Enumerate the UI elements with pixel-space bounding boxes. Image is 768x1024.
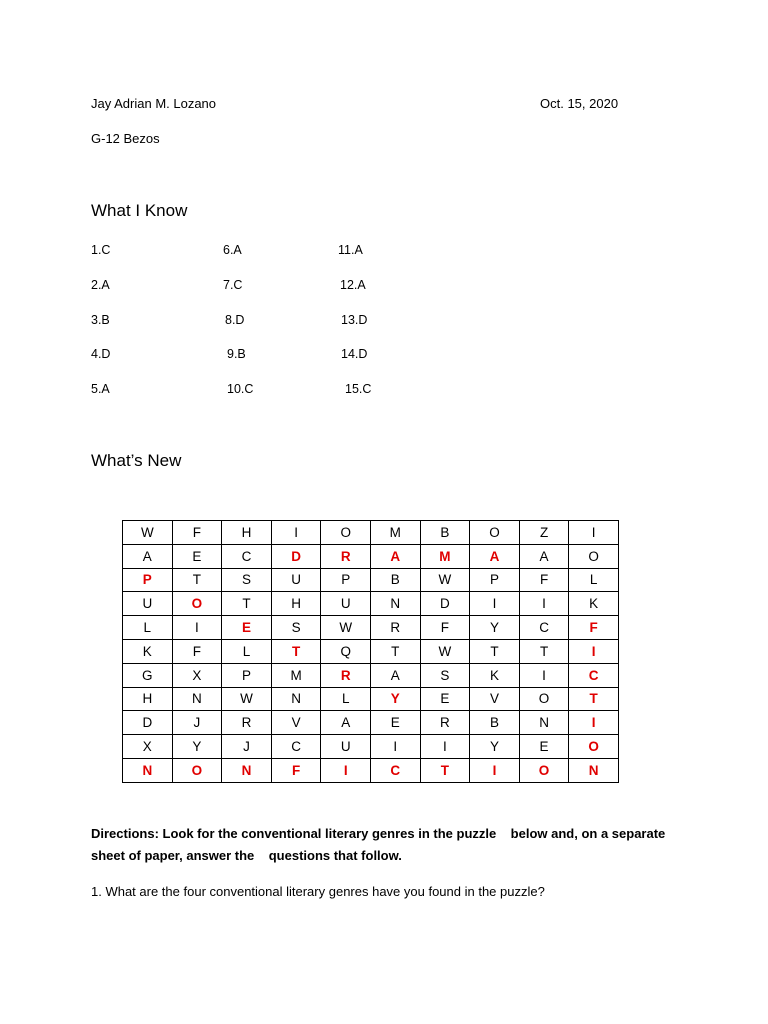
grid-cell: E xyxy=(519,735,569,759)
grid-cell: I xyxy=(371,735,421,759)
grid-cell: W xyxy=(123,521,173,545)
answer-11: 11.A xyxy=(338,243,363,257)
grid-cell: F xyxy=(172,521,222,545)
grid-row xyxy=(123,544,619,568)
answer-10: 10.C xyxy=(227,382,254,396)
grid-cell: P xyxy=(123,568,173,592)
answer-13: 13.D xyxy=(341,313,368,327)
grid-cell: S xyxy=(420,663,470,687)
grid-cell: U xyxy=(321,592,371,616)
grid-cell: A xyxy=(321,711,371,735)
answer-12: 12.A xyxy=(340,278,366,292)
grid-cell: T xyxy=(271,639,321,663)
grid-cell: H xyxy=(222,521,272,545)
grid-cell: M xyxy=(271,663,321,687)
grid-cell: H xyxy=(123,687,173,711)
grid-cell: I xyxy=(569,521,619,545)
grid-cell: P xyxy=(222,663,272,687)
grid-row xyxy=(123,592,619,616)
grid-cell: T xyxy=(519,639,569,663)
grid-cell: O xyxy=(172,592,222,616)
grid-row xyxy=(123,735,619,759)
answer-14: 14.D xyxy=(341,347,368,361)
grid-cell: T xyxy=(470,639,520,663)
grid-cell: O xyxy=(569,544,619,568)
grid-cell: R xyxy=(321,544,371,568)
grid-cell: D xyxy=(123,711,173,735)
grid-cell: N xyxy=(271,687,321,711)
answer-9: 9.B xyxy=(227,347,246,361)
grid-cell: W xyxy=(222,687,272,711)
grid-cell: N xyxy=(172,687,222,711)
grid-cell: B xyxy=(420,521,470,545)
question-1: 1. What are the four conventional literary genres have you found in the puzzle? xyxy=(91,884,545,899)
grid-cell: R xyxy=(222,711,272,735)
grid-cell: Q xyxy=(321,639,371,663)
grid-cell: X xyxy=(172,663,222,687)
answer-1: 1.C xyxy=(91,243,111,257)
grid-cell: A xyxy=(371,663,421,687)
grid-row xyxy=(123,711,619,735)
grid-cell: L xyxy=(222,639,272,663)
grid-row xyxy=(123,687,619,711)
student-name: Jay Adrian M. Lozano xyxy=(91,96,217,111)
grid-cell: B xyxy=(470,711,520,735)
grid-cell: O xyxy=(519,758,569,782)
grid-cell: F xyxy=(569,616,619,640)
grid-cell: Y xyxy=(470,735,520,759)
grid-cell: F xyxy=(420,616,470,640)
grid-cell: C xyxy=(569,663,619,687)
directions-line-1: Directions: Look for the conventional literary genres in the puzzle below and, on a separate xyxy=(91,826,666,841)
grid-cell: I xyxy=(569,711,619,735)
grid-row xyxy=(123,663,619,687)
directions-text xyxy=(91,823,751,867)
grid-cell: L xyxy=(123,616,173,640)
grid-cell: I xyxy=(420,735,470,759)
grid-cell: Y xyxy=(172,735,222,759)
answer-4: 4.D xyxy=(91,347,111,361)
grid-cell: E xyxy=(222,616,272,640)
date: Oct. 15, 2020 xyxy=(540,96,619,111)
grid-cell: L xyxy=(569,568,619,592)
grid-cell: U xyxy=(271,568,321,592)
grid-cell: O xyxy=(172,758,222,782)
grid-cell: I xyxy=(519,663,569,687)
grid-cell: A xyxy=(123,544,173,568)
grid-cell: M xyxy=(371,521,421,545)
grid-cell: N xyxy=(222,758,272,782)
grid-cell: V xyxy=(470,687,520,711)
grid-cell: P xyxy=(470,568,520,592)
answer-5: 5.A xyxy=(91,382,110,396)
grid-cell: C xyxy=(222,544,272,568)
section: G-12 Bezos xyxy=(91,131,160,146)
grid-cell: J xyxy=(172,711,222,735)
grid-cell: N xyxy=(569,758,619,782)
grid-cell: S xyxy=(222,568,272,592)
grid-cell: I xyxy=(271,521,321,545)
grid-cell: I xyxy=(569,639,619,663)
grid-cell: F xyxy=(519,568,569,592)
grid-cell: S xyxy=(271,616,321,640)
grid-cell: R xyxy=(420,711,470,735)
grid-cell: C xyxy=(371,758,421,782)
grid-cell: W xyxy=(420,568,470,592)
grid-cell: A xyxy=(371,544,421,568)
answer-7: 7.C xyxy=(223,278,243,292)
grid-row xyxy=(123,639,619,663)
grid-cell: O xyxy=(569,735,619,759)
grid-cell: Z xyxy=(519,521,569,545)
grid-cell: W xyxy=(321,616,371,640)
grid-row xyxy=(123,568,619,592)
grid-cell: I xyxy=(172,616,222,640)
directions-line-2: sheet of paper, answer the questions that follow. xyxy=(91,848,402,863)
grid-cell: Y xyxy=(371,687,421,711)
grid-row xyxy=(123,521,619,545)
grid-cell: K xyxy=(123,639,173,663)
answer-3: 3.B xyxy=(91,313,110,327)
grid-cell: E xyxy=(420,687,470,711)
grid-cell: T xyxy=(222,592,272,616)
grid-cell: L xyxy=(321,687,371,711)
grid-cell: G xyxy=(123,663,173,687)
grid-cell: P xyxy=(321,568,371,592)
grid-cell: Y xyxy=(470,616,520,640)
grid-cell: A xyxy=(519,544,569,568)
answer-6: 6.A xyxy=(223,243,242,257)
grid-row xyxy=(123,758,619,782)
grid-cell: I xyxy=(519,592,569,616)
grid-cell: K xyxy=(569,592,619,616)
grid-cell: T xyxy=(569,687,619,711)
grid-cell: T xyxy=(172,568,222,592)
grid-cell: E xyxy=(172,544,222,568)
grid-cell: O xyxy=(321,521,371,545)
grid-cell: N xyxy=(371,592,421,616)
answer-8: 8.D xyxy=(225,313,245,327)
grid-cell: W xyxy=(420,639,470,663)
whats-new-heading: What’s New xyxy=(91,451,182,470)
grid-cell: F xyxy=(271,758,321,782)
grid-cell: D xyxy=(271,544,321,568)
grid-cell: U xyxy=(321,735,371,759)
grid-cell: H xyxy=(271,592,321,616)
grid-cell: I xyxy=(470,758,520,782)
grid-cell: U xyxy=(123,592,173,616)
grid-cell: I xyxy=(470,592,520,616)
grid-cell: K xyxy=(470,663,520,687)
grid-cell: R xyxy=(371,616,421,640)
grid-cell: I xyxy=(321,758,371,782)
answer-2: 2.A xyxy=(91,278,110,292)
grid-cell: X xyxy=(123,735,173,759)
grid-cell: B xyxy=(371,568,421,592)
grid-cell: T xyxy=(420,758,470,782)
grid-cell: N xyxy=(519,711,569,735)
grid-cell: R xyxy=(321,663,371,687)
grid-cell: M xyxy=(420,544,470,568)
grid-cell: N xyxy=(123,758,173,782)
grid-cell: T xyxy=(371,639,421,663)
what-i-know-heading: What I Know xyxy=(91,201,188,220)
grid-cell: E xyxy=(371,711,421,735)
grid-cell: D xyxy=(420,592,470,616)
grid-row xyxy=(123,616,619,640)
grid-cell: O xyxy=(470,521,520,545)
grid-cell: C xyxy=(519,616,569,640)
grid-cell: V xyxy=(271,711,321,735)
grid-cell: J xyxy=(222,735,272,759)
grid-cell: A xyxy=(470,544,520,568)
grid-cell: O xyxy=(519,687,569,711)
grid-cell: C xyxy=(271,735,321,759)
grid-cell: F xyxy=(172,639,222,663)
answer-15: 15.C xyxy=(345,382,372,396)
word-search-grid xyxy=(122,520,619,783)
